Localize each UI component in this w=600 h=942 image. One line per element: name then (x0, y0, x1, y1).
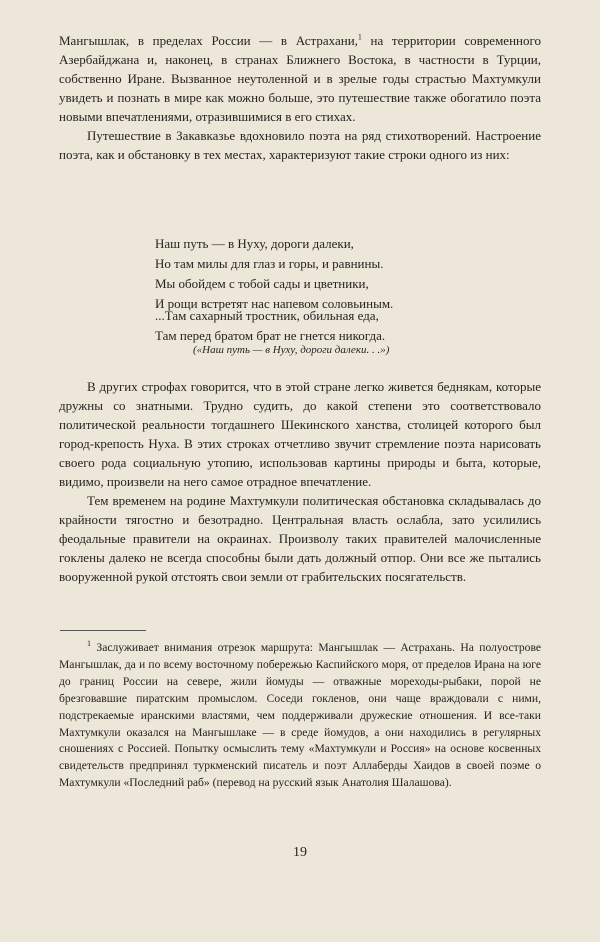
verse-source: («Наш путь — в Нуху, дороги далеки. . .») (193, 344, 390, 356)
verse-line: И рощи встретят нас напевом соловьиным. (155, 296, 394, 311)
body-text-bottom (59, 377, 541, 586)
page-number: 19 (293, 845, 307, 860)
verse-line: Мы обойдем с тобой сады и цветники, (155, 276, 369, 291)
verse-stanza-2 (155, 306, 385, 346)
body-text-top (59, 31, 541, 164)
footnote-divider (60, 630, 146, 631)
paragraph-2: Путешествие в Закавказье вдохновило поэта на ряд стихотворений. Настроение поэта, как и обстановку в тех местах, характеризуют такие строки одного из них: (59, 128, 541, 162)
paragraph-3: В других строфах говорится, что в этой стране легко живется беднякам, которые дружны со знатными. Трудно судить, до какой степени это соответствовало политической реальности тогдашнего Шекинского ханства, столицей которого был город-крепость Нуха. В этих строках отчетливо звучит стремление поэта нарисовать своего рода социальную утопию, использовав картины природы и быта, которые, видимо, произвели на него самое отрадное впечатление. (59, 379, 541, 489)
footnote (59, 640, 541, 792)
verse-line: Там перед братом брат не гнется никогда. (155, 328, 386, 343)
paragraph-4: Тем временем на родине Махтумкули политическая обстановка складывалась до крайности тягостно и безотрадно. Центральная власть ослабла, зато усилились феодальные правители на окраинах. Произволу таких правителей малочисленные гоклены далеко не всегда способны были дать должный отпор. Они все же пытались вооруженной рукой отстоять свои земли от грабительских посягательств. (59, 493, 541, 584)
intro-text-before-note: Мангышлак, в пределах России — в Астрахани, (59, 33, 358, 48)
footnote-marker: 1 (87, 639, 91, 649)
footnote-reference: 1 (357, 32, 362, 42)
verse-line: ...Там сахарный тростник, обильная еда, (155, 308, 379, 323)
intro-paragraph (59, 31, 541, 126)
verse-line: Но там милы для глаз и горы, и равнины. (155, 256, 384, 271)
verse-stanza-1 (155, 234, 393, 314)
footnote-text: Заслуживает внимания отрезок маршрута: Мангышлак — Астрахань. На полуострове Мангышлак, да и по всему восточному побережью Каспийского моря, от пределов Ирана на юге до границ России на севере, жили йомуды — отважные мореходы-рыбаки, порой не брезговавшие пиратским промыслом. Соседи гокленов, они чаще враждовали с ними, подстрекаемые иранскими властями, чем поддерживали дружеские отношения. И все-таки Махтумкули оказался на Мангышлаке — в среде йомудов, а они находились в регулярных сношениях с Россией. Попытку осмыслить тему «Махтумкули и Россия» на основе косвенных свидетельств предпринял туркменский писатель и поэт Аллаберды Хаидов в своей поэме о Махтумкули «Последний раб» (перевод на русский язык Анатолия Шалашова). (59, 641, 541, 790)
intro-text-after-note: на территории современного Азербайджана и, наконец, в странах Ближнего Востока, в частности в Турции, собственно Иране. Вызванное неутоленной и в зрелые годы страстью Махтумкули увидеть и познать в мире как можно больше, это путешествие также обогатило поэта новыми впечатлениями, отразившимися в его стихах. (59, 33, 541, 124)
verse-line: Наш путь — в Нуху, дороги далеки, (155, 236, 354, 251)
